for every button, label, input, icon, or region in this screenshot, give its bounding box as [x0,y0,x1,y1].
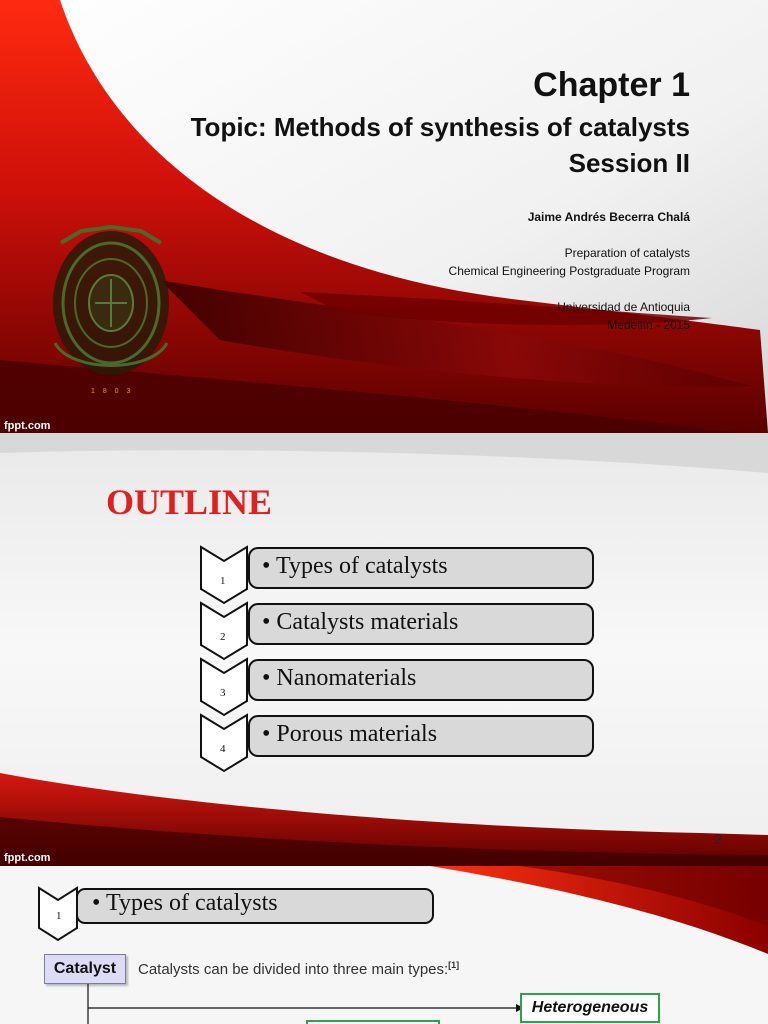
outline-item-label: • Nanomaterials [262,665,417,691]
page-number: 2 [714,831,722,847]
section-number: 1 [56,910,62,922]
seal-year: 1 8 0 3 [91,388,134,395]
course-name: Preparation of catalysts [564,246,690,260]
outline-slide [0,433,768,866]
heterogeneous-box: Heterogeneous [520,993,660,1023]
author-name: Jaime Andrés Becerra Chalá [527,210,690,224]
outline-item-number: 2 [220,631,226,643]
section-label: • Types of catalysts [92,890,278,916]
topic-title: Topic: Methods of synthesis of catalysts [190,112,690,142]
reference-marker: [1] [448,960,460,970]
types-slide [0,866,768,1024]
chapter-title: Chapter 1 [533,66,690,104]
outline-item-number: 1 [220,575,226,587]
city-year: Medellín - 2015 [607,318,690,332]
second-type-box [306,1020,440,1024]
footer-brand: fppt.com [4,852,51,864]
session-title: Session II [568,148,690,178]
title-slide [0,0,768,433]
university-name: Universidad de Antioquia [557,300,690,314]
outline-item-label: • Porous materials [262,721,438,747]
outline-title: OUTLINE [106,482,273,522]
outline-item-label: • Types of catalysts [262,553,448,579]
outline-item-label: • Catalysts materials [262,609,459,635]
outline-item-number: 3 [220,687,226,699]
outline-chevrons [196,543,256,793]
types-description: Catalysts can be divided into three main types:[1] [138,960,460,978]
program-name: Chemical Engineering Postgraduate Program [448,264,690,278]
catalyst-box: Catalyst [44,954,126,984]
outline-item-number: 4 [220,743,226,755]
footer-brand: fppt.com [4,420,51,432]
